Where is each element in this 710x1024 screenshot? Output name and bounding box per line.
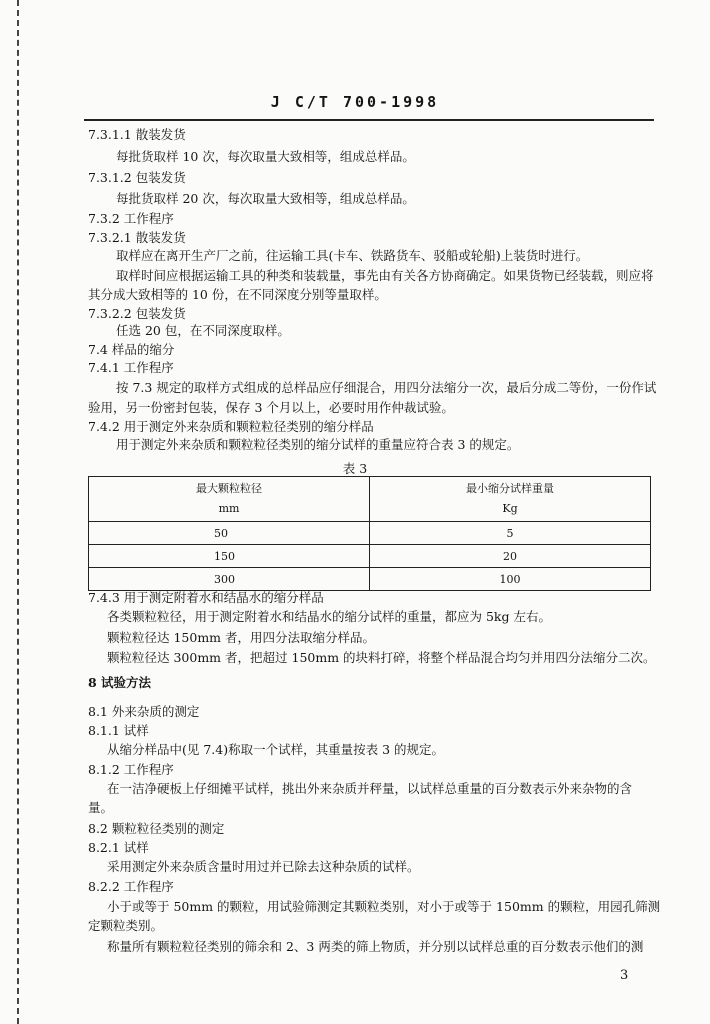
clause-heading: 8.1 外来杂质的测定 <box>88 704 200 719</box>
paragraph-line: 其分成大致相等的 10 份，在不同深度分别等量取样。 <box>88 287 387 302</box>
paragraph-line: 称量所有颗粒粒径类别的筛余和 2、3 两类的筛上物质，并分别以试样总重的百分数表示他们的测 <box>107 939 644 954</box>
table-row <box>89 545 651 568</box>
clause-heading: 7.3.1.1 散装发货 <box>88 127 186 142</box>
header-rule <box>84 119 654 121</box>
sample-weight-table <box>88 476 651 591</box>
section-heading: 8 试验方法 <box>88 675 152 690</box>
paragraph-line: 用于测定外来杂质和颗粒粒径类别的缩分试样的重量应符合表 3 的规定。 <box>116 437 520 452</box>
paragraph-line: 取样应在离开生产厂之前，往运输工具(卡车、铁路货车、驳船或轮船)上装货时进行。 <box>116 248 589 263</box>
col1-unit-label: mm <box>218 502 240 515</box>
col2-header-label: 最小缩分试样重量 <box>466 482 554 495</box>
clause-heading: 8.2 颗粒粒径类别的测定 <box>88 821 225 836</box>
paragraph-line: 验用，另一份密封包装，保存 3 个月以上，必要时用作仲裁试验。 <box>88 400 454 415</box>
table-title: 表 3 <box>342 461 368 476</box>
paragraph-line: 取样时间应根据运输工具的种类和装载量，事先由有关各方协商确定。如果货物已经装载，则应将 <box>116 268 654 283</box>
paragraph-line: 每批货取样 10 次，每次取量大致相等，组成总样品。 <box>116 149 415 164</box>
paragraph-line: 从缩分样品中(见 7.4)称取一个试样，其重量按表 3 的规定。 <box>107 742 445 757</box>
paragraph-line: 采用测定外来杂质含量时用过并已除去这种杂质的试样。 <box>107 859 420 874</box>
table-header-sample-weight <box>370 477 651 522</box>
paragraph-line: 量。 <box>88 800 114 815</box>
paragraph-line: 颗粒粒径达 300mm 者，把超过 150mm 的块料打碎，将整个样品混合均匀并用四分法缩分二次。 <box>107 650 656 665</box>
paragraph-line: 按 7.3 规定的取样方式组成的总样品应仔细混合，用四分法缩分一次，最后分成二等份，一份作试 <box>116 380 657 395</box>
paragraph-line: 定颗粒类别。 <box>88 918 164 933</box>
table-header-particle-size <box>89 477 370 522</box>
binding-margin-perforation <box>0 0 36 1024</box>
paragraph-line: 在一洁净硬板上仔细摊平试样，挑出外来杂质并秤量，以试样总重量的百分数表示外来杂物的含 <box>107 781 633 796</box>
table-cell-size: 50 <box>89 522 370 545</box>
table-cell-weight: 100 <box>370 568 651 591</box>
paragraph-line: 小于或等于 50mm 的颗粒，用试验筛测定其颗粒类别，对小于或等于 150mm 的颗粒，用园孔筛测 <box>107 899 661 914</box>
clause-heading: 7.4.1 工作程序 <box>88 360 174 375</box>
col2-unit-label: Kg <box>502 502 518 515</box>
clause-heading: 7.3.2.1 散装发货 <box>88 230 186 245</box>
clause-heading: 8.1.2 工作程序 <box>88 762 174 777</box>
clause-heading: 7.3.2 工作程序 <box>88 211 174 226</box>
table-row <box>89 522 651 545</box>
table-cell-weight: 5 <box>370 522 651 545</box>
table-cell-weight: 20 <box>370 545 651 568</box>
clause-heading: 7.3.2.2 包装发货 <box>88 306 186 321</box>
standard-code-header: J C/T 700-1998 <box>270 93 440 111</box>
clause-heading: 8.1.1 试样 <box>88 723 149 738</box>
clause-heading: 7.4.2 用于测定外来杂质和颗粒粒径类别的缩分样品 <box>88 419 374 434</box>
paragraph-line: 每批货取样 20 次，每次取量大致相等，组成总样品。 <box>116 191 415 206</box>
clause-heading: 7.3.1.2 包装发货 <box>88 170 186 185</box>
col1-header-label: 最大颗粒粒径 <box>196 482 262 495</box>
table-row <box>89 568 651 591</box>
clause-heading: 8.2.1 试样 <box>88 840 149 855</box>
paragraph-line: 各类颗粒粒径，用于测定附着水和结晶水的缩分试样的重量，都应为 5kg 左右。 <box>107 609 551 624</box>
table-cell-size: 150 <box>89 545 370 568</box>
clause-heading: 7.4.3 用于测定附着水和结晶水的缩分样品 <box>88 590 324 605</box>
clause-heading: 8.2.2 工作程序 <box>88 879 174 894</box>
paragraph-line: 颗粒粒径达 150mm 者，用四分法取缩分样品。 <box>107 630 376 645</box>
table-cell-size: 300 <box>89 568 370 591</box>
paragraph-line: 任选 20 包，在不同深度取样。 <box>116 323 290 338</box>
page-number: 3 <box>620 968 629 983</box>
clause-heading: 7.4 样品的缩分 <box>88 342 175 357</box>
